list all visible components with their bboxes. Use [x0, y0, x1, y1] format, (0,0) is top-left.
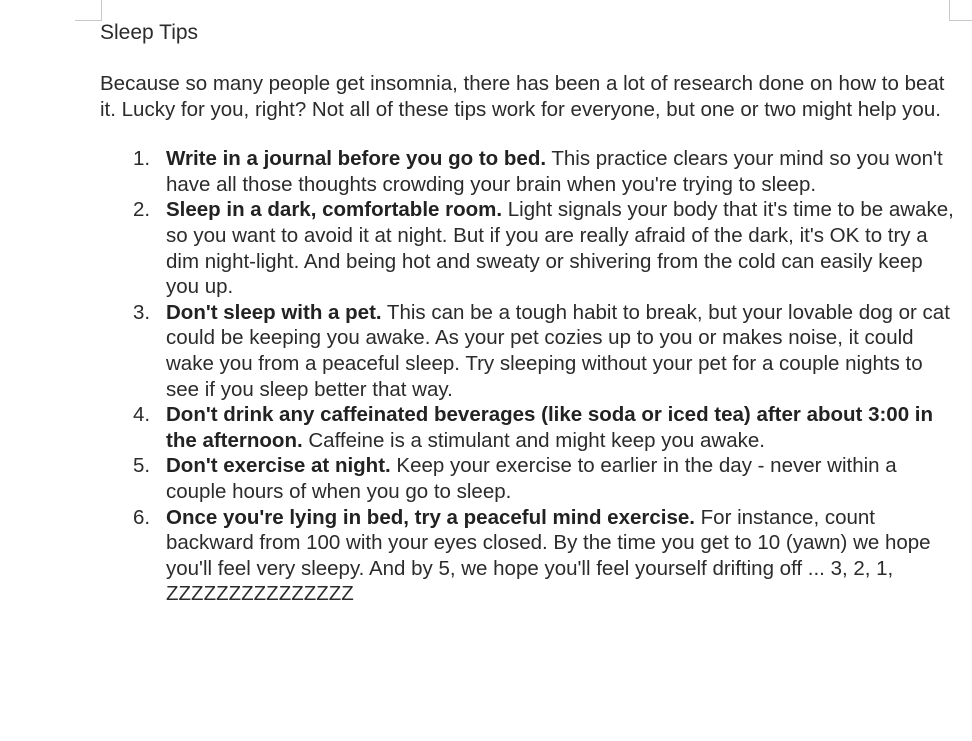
list-item: [100, 197, 960, 299]
list-item-body: Keep your exercise to earlier in the day - never within a couple hours of when you go to sleep.: [166, 454, 897, 503]
tips-list: [100, 146, 960, 607]
list-item-number: 6.: [133, 505, 151, 529]
page-corner-marker-right: [949, 0, 972, 21]
intro-paragraph: Because so many people get insomnia, there has been a lot of research done on how to beat it. Lucky for you, right? Not all of these tips work for everyone, but one or two might help you.: [100, 72, 945, 121]
list-item-body: This practice clears your mind so you won't have all those thoughts crowding your brain when you're trying to sleep.: [166, 147, 943, 196]
list-item: [100, 505, 960, 607]
list-item: [100, 453, 960, 504]
list-item-body: This can be a tough habit to break, but your lovable dog or cat could be keeping you awake. As your pet cozies up to you or makes noise, it could wake you from a peaceful sleep. Try sleeping without your pet for a couple nights to see if you sleep better that way.: [166, 300, 950, 401]
page-corner-marker-left: [75, 0, 102, 21]
list-item-number: 1.: [133, 147, 151, 171]
list-item-lead: Sleep in a dark, comfortable room.: [166, 198, 503, 222]
list-item-body: Caffeine is a stimulant and might keep you awake.: [302, 428, 765, 452]
list-item-lead: Don't sleep with a pet.: [166, 300, 382, 324]
list-item-number: 4.: [133, 403, 151, 427]
document-body: [100, 20, 960, 607]
list-item-number: 3.: [133, 300, 151, 324]
list-item-body: For instance, count backward from 100 with your eyes closed. By the time you get to 10 (yawn) we hope you'll feel very sleepy. And by 5, we hope you'll feel yourself drifting off ... 3, 2, 1, ZZZZZZZZZZZZZZZ: [166, 505, 931, 606]
list-item: [100, 146, 960, 197]
list-item-body: Light signals your body that it's time to be awake, so you want to avoid it at night. But if you are really afraid of the dark, it's OK to try a dim night-light. And being hot and sweaty or shivering from the cold can easily keep you up.: [166, 198, 954, 299]
list-item: [100, 300, 960, 402]
list-item-lead: Don't drink any caffeinated beverages (like soda or iced tea) after about 3:00 in the afternoon.: [166, 403, 934, 452]
document-title: Sleep Tips: [100, 21, 199, 44]
list-item-lead: Don't exercise at night.: [166, 454, 391, 478]
list-item-lead: Once you're lying in bed, try a peaceful mind exercise.: [166, 505, 695, 529]
list-item-number: 2.: [133, 198, 151, 222]
list-item-lead: Write in a journal before you go to bed.: [166, 147, 547, 171]
list-item-number: 5.: [133, 454, 151, 478]
list-item: [100, 402, 960, 453]
